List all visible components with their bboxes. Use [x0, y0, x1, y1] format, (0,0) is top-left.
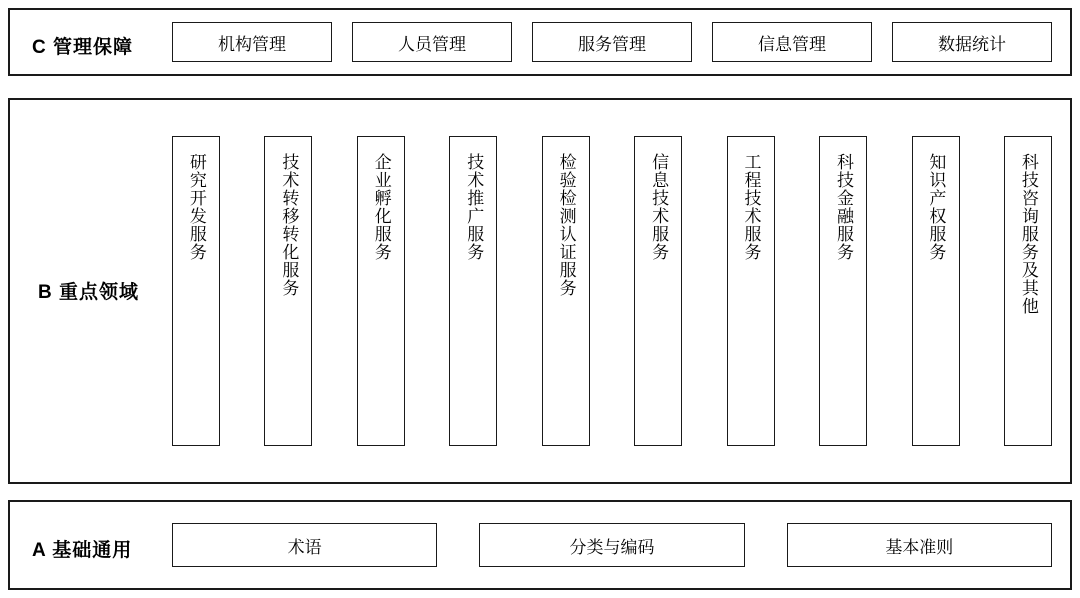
block-b-8-label: 科技金融服务: [833, 153, 853, 261]
block-b-3-label: 企业孵化服务: [371, 153, 391, 261]
block-b-10[interactable]: [1004, 136, 1052, 446]
block-b-4-label: 技术推广服务: [464, 153, 484, 261]
section-c-management: [8, 8, 1072, 76]
block-b-9-label: 知识产权服务: [926, 153, 946, 261]
block-a-2[interactable]: 分类与编码: [479, 523, 744, 567]
section-a-fundamentals: [8, 500, 1072, 590]
block-c-1[interactable]: 机构管理: [172, 22, 332, 62]
block-b-2[interactable]: [264, 136, 312, 446]
section-b-key-areas: [8, 98, 1072, 484]
block-b-7-label: 工程技术服务: [741, 153, 761, 261]
block-c-4[interactable]: 信息管理: [712, 22, 872, 62]
block-c-5[interactable]: 数据统计: [892, 22, 1052, 62]
block-b-7[interactable]: [727, 136, 775, 446]
block-c-2[interactable]: 人员管理: [352, 22, 512, 62]
section-b-label: B 重点领域: [38, 282, 140, 303]
block-b-2-label: 技术转移转化服务: [279, 153, 299, 297]
block-b-5-label: 检验检测认证服务: [556, 153, 576, 297]
block-b-6-label: 信息技术服务: [649, 153, 669, 261]
block-b-1[interactable]: [172, 136, 220, 446]
block-b-3[interactable]: [357, 136, 405, 446]
block-a-3[interactable]: 基本准则: [787, 523, 1052, 567]
block-a-1[interactable]: 术语: [172, 523, 437, 567]
block-b-10-label: 科技咨询服务及其他: [1018, 153, 1038, 315]
block-b-4[interactable]: [449, 136, 497, 446]
section-b-items: [172, 100, 1060, 482]
block-b-5[interactable]: [542, 136, 590, 446]
section-c-items: [172, 10, 1060, 74]
section-c-label: C 管理保障: [32, 37, 134, 58]
section-a-items: [172, 502, 1060, 588]
block-b-6[interactable]: [634, 136, 682, 446]
block-b-9[interactable]: [912, 136, 960, 446]
block-c-3[interactable]: 服务管理: [532, 22, 692, 62]
block-b-1-label: 研究开发服务: [186, 153, 206, 261]
block-b-8[interactable]: [819, 136, 867, 446]
section-a-label: A 基础通用: [32, 540, 133, 561]
